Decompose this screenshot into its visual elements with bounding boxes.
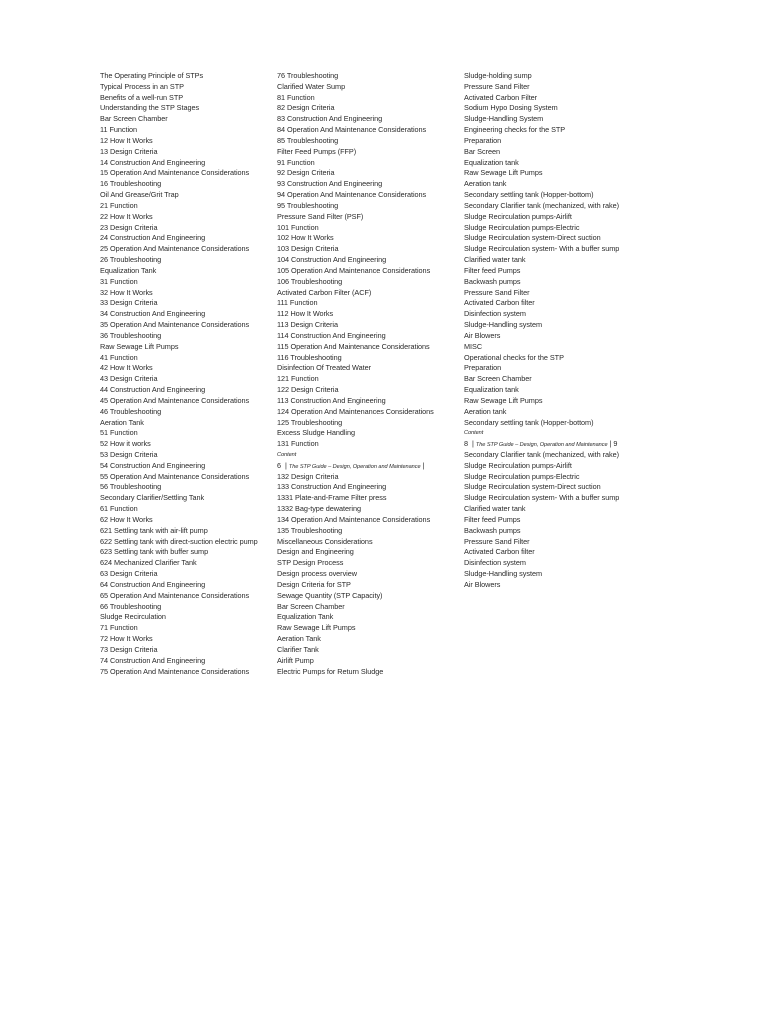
toc-entry: 44 Construction And Engineering <box>100 385 206 395</box>
toc-entry: 36 Troubleshooting <box>100 330 162 340</box>
toc-entry: 105 Operation And Maintenance Considerations <box>277 265 431 275</box>
toc-entry: Sludge Recirculation <box>100 612 166 622</box>
toc-entry: 66 Troubleshooting <box>100 601 162 611</box>
toc-entry: 122 Design Criteria <box>277 385 339 395</box>
page-header-label: Content <box>464 430 484 437</box>
toc-entry: 135 Troubleshooting <box>277 525 343 535</box>
toc-entry: Aeration Tank <box>277 634 321 644</box>
toc-entry: 112 How It Works <box>277 309 334 319</box>
toc-entry: 121 Function <box>277 374 319 384</box>
toc-entry: 74 Construction And Engineering <box>100 655 206 665</box>
toc-entry: Airlift Pump <box>277 655 314 665</box>
toc-entry: 12 How It Works <box>100 135 153 145</box>
toc-entry: 14 Construction And Engineering <box>100 157 206 167</box>
toc-entry: Operational checks for the STP <box>464 352 564 362</box>
toc-entry: 124 Operation And Maintenances Considerations <box>277 406 434 416</box>
page-footer: 8 | The STP Guide – Design, Operation and Maintenance | 9 <box>464 439 618 449</box>
toc-column-1 <box>100 71 270 677</box>
toc-entry: Clarified Water Sump <box>277 81 346 91</box>
toc-entry: 61 Function <box>100 504 138 514</box>
toc-entry: 52 How it works <box>100 439 151 449</box>
toc-entry: 104 Construction And Engineering <box>277 255 387 265</box>
toc-entry: 34 Construction And Engineering <box>100 309 206 319</box>
toc-entry: 54 Construction And Engineering <box>100 460 206 470</box>
toc-entry: Typical Process in an STP <box>100 81 184 91</box>
toc-entry: 95 Troubleshooting <box>277 200 339 210</box>
toc-entry: Activated Carbon Filter (ACF) <box>277 287 372 297</box>
toc-entry: Preparation <box>464 135 502 145</box>
toc-entry: 75 Operation And Maintenance Considerations <box>100 666 250 676</box>
toc-entry: Raw Sewage Lift Pumps <box>464 168 543 178</box>
toc-entry: 73 Design Criteria <box>100 644 158 654</box>
toc-entry: Filter feed Pumps <box>464 514 521 524</box>
toc-entry: Sludge Recirculation pumps-Airlift <box>464 460 572 470</box>
toc-entry: Aeration tank <box>464 179 507 189</box>
toc-entry: Secondary Clarifier/Settling Tank <box>100 493 205 503</box>
toc-entry: Sludge-Handling system <box>464 569 542 579</box>
toc-column-2 <box>277 71 457 677</box>
toc-entry: 76 Troubleshooting <box>277 71 339 80</box>
toc-entry: 65 Operation And Maintenance Considerations <box>100 590 250 600</box>
toc-entry: 102 How It Works <box>277 233 334 243</box>
toc-entry: 56 Troubleshooting <box>100 482 162 492</box>
toc-entry: Sodium Hypo Dosing System <box>464 103 558 113</box>
toc-entry: Clarified water tank <box>464 255 526 265</box>
toc-entry: Aeration Tank <box>100 417 144 427</box>
toc-entry: Pressure Sand Filter (PSF) <box>277 211 364 221</box>
toc-entry: 41 Function <box>100 352 138 362</box>
toc-entry: Bar Screen <box>464 146 501 156</box>
toc-entry: 85 Troubleshooting <box>277 135 339 145</box>
toc-entry: Raw Sewage Lift Pumps <box>464 395 543 405</box>
toc-entry: 103 Design Criteria <box>277 244 339 254</box>
toc-column-3 <box>464 71 654 591</box>
toc-entry: Sludge Recirculation system- With a buffer sump <box>464 244 620 254</box>
toc-entry: 125 Troubleshooting <box>277 417 343 427</box>
toc-entry: 11 Function <box>100 125 138 135</box>
toc-entry: 114 Construction And Engineering <box>277 330 386 340</box>
toc-entry: Pressure Sand Filter <box>464 536 530 546</box>
toc-entry: Sludge Recirculation pumps-Airlift <box>464 211 572 221</box>
toc-entry: 43 Design Criteria <box>100 374 158 384</box>
toc-entry: The Operating Principle of STPs <box>100 71 204 80</box>
toc-entry: Disinfection system <box>464 558 526 568</box>
toc-entry: Sludge-Handling system <box>464 320 542 330</box>
toc-entry: Electric Pumps for Return Sludge <box>277 666 384 676</box>
toc-entry: Clarifier Tank <box>277 644 319 654</box>
toc-entry: 64 Construction And Engineering <box>100 579 206 589</box>
toc-entry: Miscellaneous Considerations <box>277 536 373 546</box>
toc-entry: 16 Troubleshooting <box>100 179 162 189</box>
toc-entry: 45 Operation And Maintenance Considerations <box>100 395 250 405</box>
toc-entry: 93 Construction And Engineering <box>277 179 383 189</box>
toc-entry: Excess Sludge Handling <box>277 428 355 438</box>
toc-entry: Backwash pumps <box>464 525 521 535</box>
toc-entry: 35 Operation And Maintenance Considerations <box>100 320 250 330</box>
toc-entry: 83 Construction And Engineering <box>277 114 383 124</box>
toc-entry: Oil And Grease/Grit Trap <box>100 190 179 200</box>
toc-entry: 82 Design Criteria <box>277 103 335 113</box>
toc-entry: Engineering checks for the STP <box>464 125 566 135</box>
toc-entry: Secondary Clarifier tank (mechanized, with rake) <box>464 200 619 210</box>
toc-entry: 63 Design Criteria <box>100 569 158 579</box>
toc-entry: Sludge Recirculation pumps-Electric <box>464 471 580 481</box>
toc-entry: 72 How It Works <box>100 634 153 644</box>
toc-entry: Sludge Recirculation system-Direct suction <box>464 482 601 492</box>
toc-entry: Secondary settling tank (Hopper-bottom) <box>464 417 594 427</box>
toc-entry: Bar Screen Chamber <box>277 601 345 611</box>
toc-entry: Pressure Sand Filter <box>464 287 530 297</box>
toc-entry: Design process overview <box>277 569 357 579</box>
toc-entry: 22 How It Works <box>100 211 153 221</box>
toc-entry: Benefits of a well-run STP <box>100 92 184 102</box>
toc-entry: 13 Design Criteria <box>100 146 158 156</box>
toc-entry: Design Criteria for STP <box>277 579 351 589</box>
toc-entry: 62 How It Works <box>100 514 153 524</box>
toc-entry: 106 Troubleshooting <box>277 276 343 286</box>
toc-entry: 15 Operation And Maintenance Considerations <box>100 168 250 178</box>
toc-entry: Sludge Recirculation system- With a buffer sump <box>464 493 620 503</box>
toc-entry: 51 Function <box>100 428 138 438</box>
toc-entry: 623 Settling tank with buffer sump <box>100 547 209 557</box>
toc-entry: 24 Construction And Engineering <box>100 233 206 243</box>
toc-entry: 32 How It Works <box>100 287 153 297</box>
toc-entry: 133 Construction And Engineering <box>277 482 387 492</box>
toc-entry: 81 Function <box>277 92 315 102</box>
toc-entry: 131 Function <box>277 439 319 449</box>
toc-entry: Raw Sewage Lift Pumps <box>100 341 179 351</box>
toc-entry: Secondary settling tank (Hopper-bottom) <box>464 190 594 200</box>
toc-entry: Equalization Tank <box>100 265 157 275</box>
toc-entry: 91 Function <box>277 157 315 167</box>
toc-entry: Equalization tank <box>464 157 519 167</box>
toc-entry: 116 Troubleshooting <box>277 352 342 362</box>
toc-entry: Pressure Sand Filter <box>464 81 530 91</box>
toc-entry: Bar Screen Chamber <box>100 114 168 124</box>
toc-entry: 55 Operation And Maintenance Considerations <box>100 471 250 481</box>
toc-entry: Aeration tank <box>464 406 507 416</box>
toc-entry: Sludge Recirculation system-Direct suction <box>464 233 601 243</box>
toc-entry: 42 How It Works <box>100 363 153 373</box>
toc-entry: Sludge-Handling System <box>464 114 544 124</box>
toc-entry: Sewage Quantity (STP Capacity) <box>277 590 383 600</box>
toc-entry: 115 Operation And Maintenance Considerations <box>277 341 430 351</box>
toc-entry: Bar Screen Chamber <box>464 374 532 384</box>
toc-entry: 46 Troubleshooting <box>100 406 162 416</box>
toc-entry: 94 Operation And Maintenance Considerations <box>277 190 427 200</box>
page-header-label: Content <box>277 451 297 458</box>
toc-entry: 113 Design Criteria <box>277 320 338 330</box>
toc-entry: 132 Design Criteria <box>277 471 339 481</box>
toc-entry: 23 Design Criteria <box>100 222 158 232</box>
page-footer: 6 | The STP Guide – Design, Operation and Maintenance | <box>277 460 425 470</box>
toc-entry: 134 Operation And Maintenance Considerations <box>277 514 431 524</box>
toc-entry: 25 Operation And Maintenance Considerations <box>100 244 250 254</box>
toc-entry: Understanding the STP Stages <box>100 103 200 113</box>
toc-entry: 26 Troubleshooting <box>100 255 162 265</box>
toc-entry: 101 Function <box>277 222 319 232</box>
toc-entry: Clarified water tank <box>464 504 526 514</box>
toc-entry: 84 Operation And Maintenance Considerations <box>277 125 427 135</box>
toc-entry: Sludge-holding sump <box>464 71 532 80</box>
toc-entry: 624 Mechanized Clarifier Tank <box>100 558 197 568</box>
toc-entry: Sludge Recirculation pumps-Electric <box>464 222 580 232</box>
toc-entry: Disinfection system <box>464 309 526 319</box>
toc-entry: Air Blowers <box>464 579 501 589</box>
toc-entry: STP Design Process <box>277 558 344 568</box>
toc-entry: Filter feed Pumps <box>464 265 521 275</box>
toc-entry: Air Blowers <box>464 330 501 340</box>
toc-entry: 33 Design Criteria <box>100 298 158 308</box>
toc-entry: 92 Design Criteria <box>277 168 335 178</box>
toc-entry: Backwash pumps <box>464 276 521 286</box>
toc-entry: Raw Sewage Lift Pumps <box>277 623 356 633</box>
toc-entry: Equalization tank <box>464 385 519 395</box>
toc-entry: 31 Function <box>100 276 138 286</box>
toc-entry: 622 Settling tank with direct-suction electric pump <box>100 536 258 546</box>
toc-entry: Secondary Clarifier tank (mechanized, with rake) <box>464 449 619 459</box>
toc-entry: 21 Function <box>100 200 138 210</box>
toc-entry: 111 Function <box>277 298 318 308</box>
toc-entry: 71 Function <box>100 623 138 633</box>
toc-entry: Filter Feed Pumps (FFP) <box>277 146 357 156</box>
toc-entry: Equalization Tank <box>277 612 334 622</box>
toc-entry: 1332 Bag-type dewatering <box>277 504 361 514</box>
toc-entry: 53 Design Criteria <box>100 449 158 459</box>
toc-entry: Activated Carbon Filter <box>464 92 538 102</box>
toc-entry: Activated Carbon filter <box>464 298 535 308</box>
toc-entry: 1331 Plate-and-Frame Filter press <box>277 493 387 503</box>
toc-entry: Disinfection Of Treated Water <box>277 363 371 373</box>
toc-entry: 113 Construction And Engineering <box>277 395 386 405</box>
toc-entry: 621 Settling tank with air-lift pump <box>100 525 208 535</box>
toc-entry: Design and Engineering <box>277 547 354 557</box>
toc-entry: MISC <box>464 341 483 351</box>
toc-entry: Preparation <box>464 363 502 373</box>
toc-entry: Activated Carbon filter <box>464 547 535 557</box>
